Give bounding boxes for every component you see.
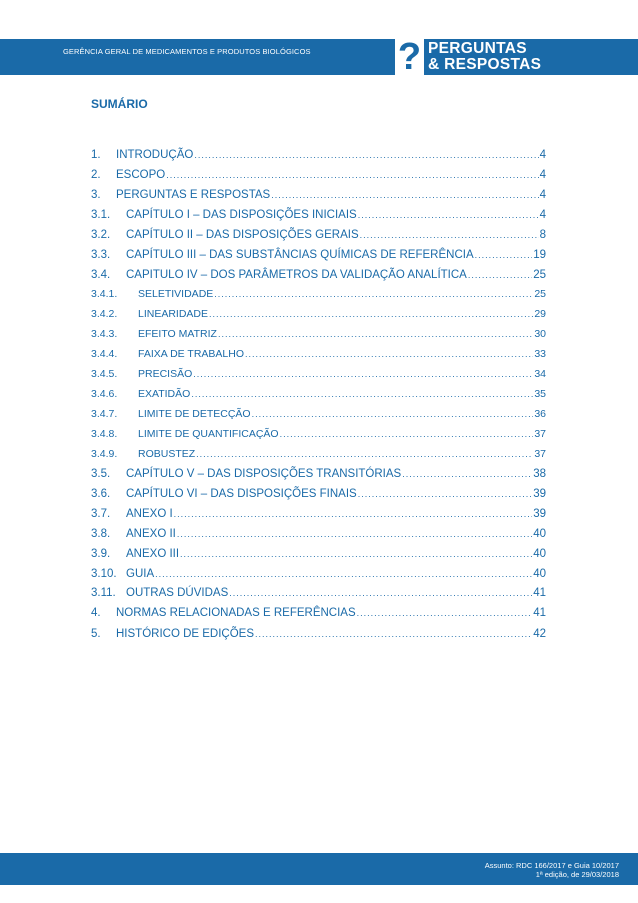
department-name: GERÊNCIA GERAL DE MEDICAMENTOS E PRODUTOS BIOLÓGICOS [63, 47, 311, 56]
toc-entry-number: 3.3. [91, 249, 111, 261]
toc-entry-title: CAPITULO IV – DOS PARÂMETROS DA VALIDAÇÃO ANALÍTICA [126, 269, 467, 281]
toc-entry[interactable] [91, 366, 546, 382]
toc-entry-page: 36 [534, 408, 546, 420]
toc-entry-number: 3.4.4. [91, 348, 118, 360]
toc-entry-number: 3.4.2. [91, 308, 118, 320]
toc-entry[interactable] [91, 167, 546, 183]
toc-dot-leader [358, 486, 533, 502]
toc-entry-number: 3.4.8. [91, 428, 118, 440]
toc-entry[interactable] [91, 346, 546, 362]
toc-entry[interactable] [91, 386, 546, 402]
toc-entry-number: 3.4.5. [91, 368, 118, 380]
toc-entry[interactable] [91, 267, 546, 283]
logo-line-1: PERGUNTAS [428, 40, 527, 57]
footer-bar [0, 853, 638, 885]
toc-entry[interactable] [91, 566, 546, 582]
footer-subject: Assunto: RDC 166/2017 e Guia 10/2017 [484, 861, 619, 870]
toc-entry-number: 3.6. [91, 488, 111, 500]
toc-entry-number: 3.5. [91, 468, 111, 480]
toc-entry[interactable] [91, 247, 546, 263]
toc-entry-title: FAIXA DE TRABALHO [138, 348, 245, 360]
toc-dot-leader [402, 466, 532, 482]
toc-entry-title: LINEARIDADE [138, 308, 209, 320]
toc-dot-leader [166, 167, 538, 183]
toc-dot-leader [245, 346, 533, 362]
toc-entry[interactable] [91, 546, 546, 562]
toc-entry-number: 3. [91, 189, 101, 201]
toc-dot-leader [209, 306, 533, 322]
toc-entry-page: 41 [533, 607, 546, 619]
toc-entry[interactable] [91, 326, 546, 342]
toc-entry-page: 25 [533, 269, 546, 281]
toc-entry-title: ANEXO II [126, 528, 176, 540]
toc-dot-leader [193, 366, 533, 382]
toc-entry-title: CAPÍTULO I – DAS DISPOSIÇÕES INICIAIS [126, 209, 357, 221]
toc-entry-page: 25 [534, 288, 546, 300]
toc-entry-title: GUIA [126, 568, 155, 580]
toc-entry-number: 3.4.7. [91, 408, 118, 420]
footer-edition: 1ª edição, de 29/03/2018 [535, 870, 619, 879]
toc-entry-number: 3.4.1. [91, 288, 118, 300]
toc-entry[interactable] [91, 286, 546, 302]
toc-entry[interactable] [91, 626, 546, 642]
toc-dot-leader [280, 426, 534, 442]
toc-entry-title: LIMITE DE QUANTIFICAÇÃO [138, 428, 279, 440]
toc-dot-leader [360, 227, 539, 243]
toc-entry-number: 3.4.9. [91, 448, 118, 460]
toc-dot-leader [468, 267, 532, 283]
toc-entry-title: HISTÓRICO DE EDIÇÕES [116, 628, 255, 640]
toc-entry-title: ROBUSTEZ [138, 448, 196, 460]
toc-entry-number: 3.11. [91, 587, 116, 599]
toc-entry-title: PRECISÃO [138, 368, 193, 380]
toc-dot-leader [229, 585, 532, 601]
toc-entry-page: 30 [534, 328, 546, 340]
toc-dot-leader [252, 406, 534, 422]
toc-entry-number: 3.4.6. [91, 388, 118, 400]
toc-entry-number: 3.7. [91, 508, 111, 520]
toc-entry-number: 3.1. [91, 209, 111, 221]
toc-dot-leader [271, 187, 538, 203]
toc-entry-title: PERGUNTAS E RESPOSTAS [116, 189, 271, 201]
toc-dot-leader [155, 566, 532, 582]
toc-entry-page: 37 [534, 428, 546, 440]
toc-entry-title: CAPÍTULO II – DAS DISPOSIÇÕES GERAIS [126, 229, 359, 241]
toc-entry-page: 38 [533, 468, 546, 480]
header-bar [0, 36, 638, 78]
question-mark-icon [395, 36, 424, 78]
toc-entry-number: 3.4.3. [91, 328, 118, 340]
toc-entry-page: 37 [534, 448, 546, 460]
question-mark-glyph: ? [397, 36, 422, 78]
toc-entry[interactable] [91, 486, 546, 502]
toc-entry[interactable] [91, 306, 546, 322]
toc-entry[interactable] [91, 227, 546, 243]
toc-dot-leader [475, 247, 533, 263]
toc-entry[interactable] [91, 446, 546, 462]
toc-entry-page: 8 [539, 229, 546, 241]
toc-entry[interactable] [91, 207, 546, 223]
toc-entry-page: 29 [534, 308, 546, 320]
toc-entry-title: INTRODUÇÃO [116, 149, 194, 161]
toc-entry-page: 40 [533, 528, 546, 540]
toc-dot-leader [180, 546, 532, 562]
perguntas-respostas-logo [395, 36, 565, 78]
toc-entry[interactable] [91, 506, 546, 522]
toc-entry-page: 40 [533, 548, 546, 560]
toc-entry-page: 34 [534, 368, 546, 380]
toc-dot-leader [174, 506, 533, 522]
toc-entry-number: 1. [91, 149, 101, 161]
toc-entry-page: 4 [539, 149, 546, 161]
toc-entry-title: EFEITO MATRIZ [138, 328, 217, 340]
toc-entry-number: 3.10. [91, 568, 117, 580]
toc-entry-number: 3.2. [91, 229, 111, 241]
toc-entry-page: 4 [539, 189, 546, 201]
toc-entry-title: OUTRAS DÚVIDAS [126, 587, 229, 599]
toc-dot-leader [357, 605, 533, 621]
toc-entry-number: 3.4. [91, 269, 111, 281]
toc-entry[interactable] [91, 466, 546, 482]
toc-entry-title: CAPÍTULO VI – DAS DISPOSIÇÕES FINAIS [126, 488, 357, 500]
toc-entry[interactable] [91, 187, 546, 203]
toc-entry-title: SELETIVIDADE [138, 288, 214, 300]
toc-entry-title: CAPÍTULO III – DAS SUBSTÂNCIAS QUÍMICAS DE REFERÊNCIA [126, 249, 474, 261]
toc-entry-page: 4 [539, 209, 546, 221]
toc-entry-title: ANEXO I [126, 508, 173, 520]
toc-entry-page: 42 [533, 628, 546, 640]
toc-entry-title: CAPÍTULO V – DAS DISPOSIÇÕES TRANSITÓRIAS [126, 468, 402, 480]
toc-title: SUMÁRIO [91, 97, 148, 111]
toc-entry-page: 35 [534, 388, 546, 400]
toc-entry-title: ANEXO III [126, 548, 180, 560]
toc-entry-page: 41 [533, 587, 546, 599]
toc-dot-leader [196, 446, 533, 462]
toc-entry[interactable] [91, 526, 546, 542]
toc-entry-number: 5. [91, 628, 101, 640]
toc-entry-number: 3.8. [91, 528, 111, 540]
toc-entry-title: LIMITE DE DETECÇÃO [138, 408, 251, 420]
toc-dot-leader [191, 386, 533, 402]
toc-entry-number: 3.9. [91, 548, 111, 560]
toc-dot-leader [255, 626, 532, 642]
toc-entry-page: 39 [533, 488, 546, 500]
toc-dot-leader [218, 326, 533, 342]
toc-entry[interactable] [91, 406, 546, 422]
toc-entry-number: 4. [91, 607, 101, 619]
toc-entry-page: 39 [533, 508, 546, 520]
toc-entry-title: NORMAS RELACIONADAS E REFERÊNCIAS [116, 607, 356, 619]
toc-dot-leader [177, 526, 532, 542]
toc-entry-page: 40 [533, 568, 546, 580]
toc-entry-number: 2. [91, 169, 101, 181]
toc-dot-leader [214, 286, 533, 302]
toc-dot-leader [358, 207, 539, 223]
toc-entry[interactable] [91, 605, 546, 621]
toc-entry-page: 33 [534, 348, 546, 360]
toc-entry-title: ESCOPO [116, 169, 166, 181]
logo-line-2: & RESPOSTAS [428, 56, 542, 73]
toc-entry-page: 4 [539, 169, 546, 181]
toc-entry[interactable] [91, 426, 546, 442]
toc-entry[interactable] [91, 147, 546, 163]
toc-dot-leader [194, 147, 538, 163]
toc-entry[interactable] [91, 585, 546, 601]
toc-entry-title: EXATIDÃO [138, 388, 191, 400]
toc-entry-page: 19 [533, 249, 546, 261]
